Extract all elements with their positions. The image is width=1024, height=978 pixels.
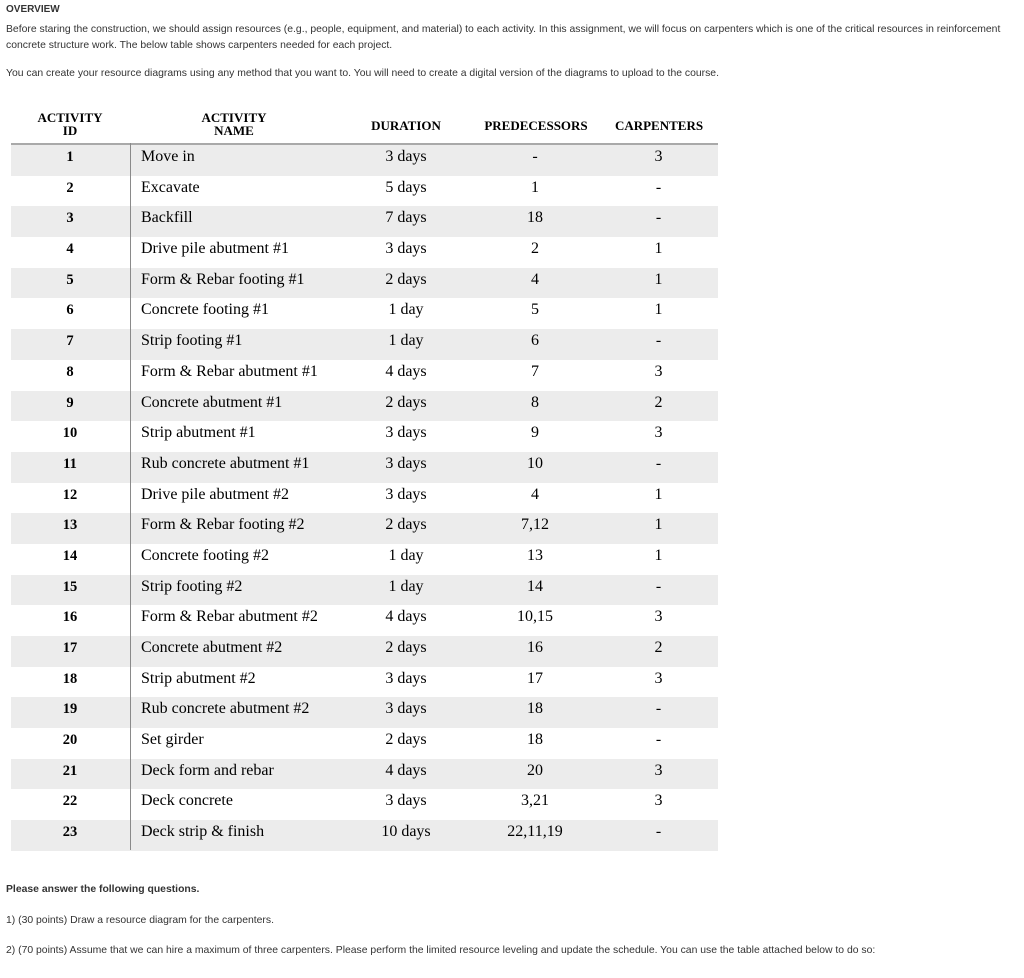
carpenters-cell: - xyxy=(655,823,662,841)
header-duration: DURATION xyxy=(371,118,441,133)
column-divider xyxy=(130,143,131,850)
duration-cell: 7 days xyxy=(385,209,427,227)
activity-id-cell: 21 xyxy=(62,762,78,779)
carpenters-cell: 1 xyxy=(654,240,663,258)
header-carpenters: CARPENTERS xyxy=(614,118,704,133)
table-row xyxy=(11,789,718,820)
overview-heading: OVERVIEW xyxy=(6,4,60,15)
activity-id-cell: 22 xyxy=(62,793,78,810)
carpenters-cell: - xyxy=(655,178,662,196)
carpenters-cell: 3 xyxy=(654,148,663,165)
activity-name-cell: Strip abutment #2 xyxy=(141,669,256,687)
activity-id-cell: 18 xyxy=(62,670,78,687)
table-row xyxy=(11,820,718,851)
questions-heading: Please answer the following questions. xyxy=(6,884,200,895)
table-row xyxy=(11,176,718,207)
table-header xyxy=(11,111,718,143)
activity-name-cell: Deck form and rebar xyxy=(141,761,274,779)
activity-name-cell: Concrete abutment #2 xyxy=(141,639,283,656)
header-activity-id xyxy=(11,111,129,137)
activity-id-cell: 14 xyxy=(62,547,78,564)
duration-cell: 2 days xyxy=(385,731,427,749)
predecessors-cell: 22,11,19 xyxy=(507,823,563,841)
carpenters-cell: - xyxy=(655,700,662,718)
predecessors-cell: 8 xyxy=(531,393,539,411)
table-row xyxy=(11,483,718,514)
predecessors-cell: 3,21 xyxy=(521,792,549,810)
activity-id-cell: 12 xyxy=(62,486,78,503)
predecessors-cell: 10 xyxy=(527,454,543,472)
activity-name-cell: Move in xyxy=(141,148,195,165)
predecessors-cell: 4 xyxy=(531,485,539,503)
activity-id-cell: 11 xyxy=(63,455,77,472)
table-row xyxy=(11,145,718,176)
activity-name-cell: Concrete abutment #1 xyxy=(141,393,283,411)
carpenters-cell: - xyxy=(655,332,662,350)
table-row xyxy=(11,206,718,237)
carpenters-cell: 2 xyxy=(654,639,663,656)
activity-name-cell: Set girder xyxy=(141,731,204,749)
carpenters-cell: - xyxy=(655,454,662,472)
carpenters-cell: - xyxy=(655,209,662,227)
activity-id-cell: 7 xyxy=(66,333,74,350)
activity-id-cell: 16 xyxy=(62,609,78,626)
duration-cell: 5 days xyxy=(385,178,427,196)
carpenters-cell: - xyxy=(655,731,662,749)
table-row xyxy=(11,759,718,790)
activity-id-cell: 13 xyxy=(62,517,78,534)
activity-id-cell: 2 xyxy=(66,179,74,196)
activity-name-cell: Strip abutment #1 xyxy=(141,424,256,442)
predecessors-cell: 7 xyxy=(531,362,539,380)
table-row xyxy=(11,421,718,452)
header-id-line2: ID xyxy=(62,123,78,138)
activity-id-cell: 4 xyxy=(66,241,74,258)
carpenters-cell: 3 xyxy=(654,761,663,779)
activity-name-cell: Rub concrete abutment #2 xyxy=(141,700,310,718)
activity-id-cell: 15 xyxy=(62,578,78,595)
duration-cell: 4 days xyxy=(385,362,427,380)
carpenters-cell: 3 xyxy=(654,608,663,626)
predecessors-cell: 17 xyxy=(527,669,543,687)
activity-id-cell: 6 xyxy=(66,302,74,319)
table-row xyxy=(11,605,718,636)
predecessors-cell: 18 xyxy=(527,209,543,227)
table-row xyxy=(11,697,718,728)
table-row xyxy=(11,360,718,391)
activity-name-cell: Deck concrete xyxy=(141,792,233,810)
predecessors-cell: 10,15 xyxy=(517,608,553,626)
question-2: 2) (70 points) Assume that we can hire a maximum of three carpenters. Please perform the limited resource leveling and update the schedule. You can use the table attached below to do so: xyxy=(6,945,876,956)
predecessors-cell: 9 xyxy=(531,424,539,442)
activity-name-cell: Concrete footing #2 xyxy=(141,546,269,564)
table-row xyxy=(11,575,718,606)
activity-id-cell: 17 xyxy=(62,640,78,656)
overview-instructions: You can create your resource diagrams using any method that you want to. You will need to create a digital version of the diagrams to upload to the course. xyxy=(6,68,719,79)
table-row xyxy=(11,728,718,759)
duration-cell: 1 day xyxy=(388,301,424,319)
activity-id-cell: 19 xyxy=(62,701,78,718)
activity-name-cell: Strip footing #1 xyxy=(141,332,243,350)
question-1: 1) (30 points) Draw a resource diagram for the carpenters. xyxy=(6,915,274,926)
table-row xyxy=(11,298,718,329)
table-row xyxy=(11,452,718,483)
carpenters-cell: - xyxy=(655,577,662,595)
duration-cell: 2 days xyxy=(385,516,427,534)
activity-name-cell: Concrete footing #1 xyxy=(141,301,269,319)
activity-name-cell: Strip footing #2 xyxy=(141,577,243,595)
activity-name-cell: Form & Rebar footing #1 xyxy=(141,270,305,288)
duration-cell: 3 days xyxy=(385,454,427,472)
predecessors-cell: 5 xyxy=(531,301,539,319)
carpenters-cell: 1 xyxy=(654,301,663,319)
header-predecessors: PREDECESSORS xyxy=(484,118,588,133)
activity-name-cell: Drive pile abutment #2 xyxy=(141,485,289,503)
table-row xyxy=(11,636,718,667)
table-body xyxy=(11,143,718,851)
activity-name-cell: Form & Rebar abutment #2 xyxy=(141,608,318,626)
table-row xyxy=(11,237,718,268)
carpenters-cell: 1 xyxy=(654,270,663,288)
duration-cell: 1 day xyxy=(388,332,424,350)
carpenters-table xyxy=(11,111,718,851)
predecessors-cell: 18 xyxy=(527,700,543,718)
predecessors-cell: - xyxy=(532,148,538,165)
table-row xyxy=(11,513,718,544)
activity-id-cell: 1 xyxy=(66,149,74,165)
carpenters-cell: 3 xyxy=(654,362,663,380)
predecessors-cell: 20 xyxy=(527,761,543,779)
activity-id-cell: 23 xyxy=(62,824,78,841)
activity-name-cell: Form & Rebar footing #2 xyxy=(141,516,305,534)
carpenters-cell: 1 xyxy=(654,485,663,503)
duration-cell: 2 days xyxy=(385,270,427,288)
predecessors-cell: 1 xyxy=(531,178,539,196)
overview-paragraph: Before staring the construction, we should assign resources (e.g., people, equipment, and material) to each activity. In this assignment, we will focus on carpenters which is one of the critical resources in reinforcement concrete structure work. The below table shows carpenters needed for each project. xyxy=(6,24,1001,51)
table-row xyxy=(11,268,718,299)
duration-cell: 10 days xyxy=(381,823,431,841)
predecessors-cell: 7,12 xyxy=(521,516,549,534)
duration-cell: 2 days xyxy=(385,393,427,411)
carpenters-cell: 3 xyxy=(654,792,663,810)
header-name-line2: NAME xyxy=(214,123,254,138)
duration-cell: 3 days xyxy=(385,669,427,687)
duration-cell: 3 days xyxy=(385,700,427,718)
activity-id-cell: 20 xyxy=(62,732,78,749)
duration-cell: 4 days xyxy=(385,608,427,626)
activity-name-cell: Excavate xyxy=(141,178,200,196)
table-row xyxy=(11,544,718,575)
carpenters-cell: 2 xyxy=(654,393,663,411)
activity-name-cell: Rub concrete abutment #1 xyxy=(141,454,310,472)
predecessors-cell: 13 xyxy=(527,546,543,564)
activity-id-cell: 10 xyxy=(62,425,78,442)
table-row xyxy=(11,329,718,360)
duration-cell: 3 days xyxy=(385,148,427,165)
duration-cell: 2 days xyxy=(385,639,427,656)
predecessors-cell: 4 xyxy=(531,270,539,288)
predecessors-cell: 2 xyxy=(531,240,539,258)
duration-cell: 1 day xyxy=(388,546,424,564)
carpenters-cell: 1 xyxy=(654,516,663,534)
activity-id-cell: 8 xyxy=(66,363,74,380)
carpenters-cell: 3 xyxy=(654,669,663,687)
activity-id-cell: 3 xyxy=(66,210,74,227)
activity-name-cell: Form & Rebar abutment #1 xyxy=(141,362,318,380)
activity-id-cell: 9 xyxy=(66,394,74,411)
predecessors-cell: 14 xyxy=(527,577,543,595)
duration-cell: 3 days xyxy=(385,485,427,503)
predecessors-cell: 18 xyxy=(527,731,543,749)
predecessors-cell: 16 xyxy=(527,639,543,656)
table-row xyxy=(11,667,718,698)
activity-name-cell: Drive pile abutment #1 xyxy=(141,240,289,258)
predecessors-cell: 6 xyxy=(531,332,539,350)
duration-cell: 1 day xyxy=(388,577,424,595)
activity-id-cell: 5 xyxy=(66,271,74,288)
header-name-line1: ACTIVITY xyxy=(201,110,267,125)
duration-cell: 3 days xyxy=(385,424,427,442)
duration-cell: 4 days xyxy=(385,761,427,779)
header-activity-name xyxy=(141,111,327,137)
carpenters-cell: 3 xyxy=(654,424,663,442)
carpenters-cell: 1 xyxy=(654,546,663,564)
duration-cell: 3 days xyxy=(385,792,427,810)
activity-name-cell: Deck strip & finish xyxy=(141,823,265,841)
table-row xyxy=(11,391,718,422)
header-id-line1: ACTIVITY xyxy=(37,110,103,125)
duration-cell: 3 days xyxy=(385,240,427,258)
activity-name-cell: Backfill xyxy=(141,209,193,227)
